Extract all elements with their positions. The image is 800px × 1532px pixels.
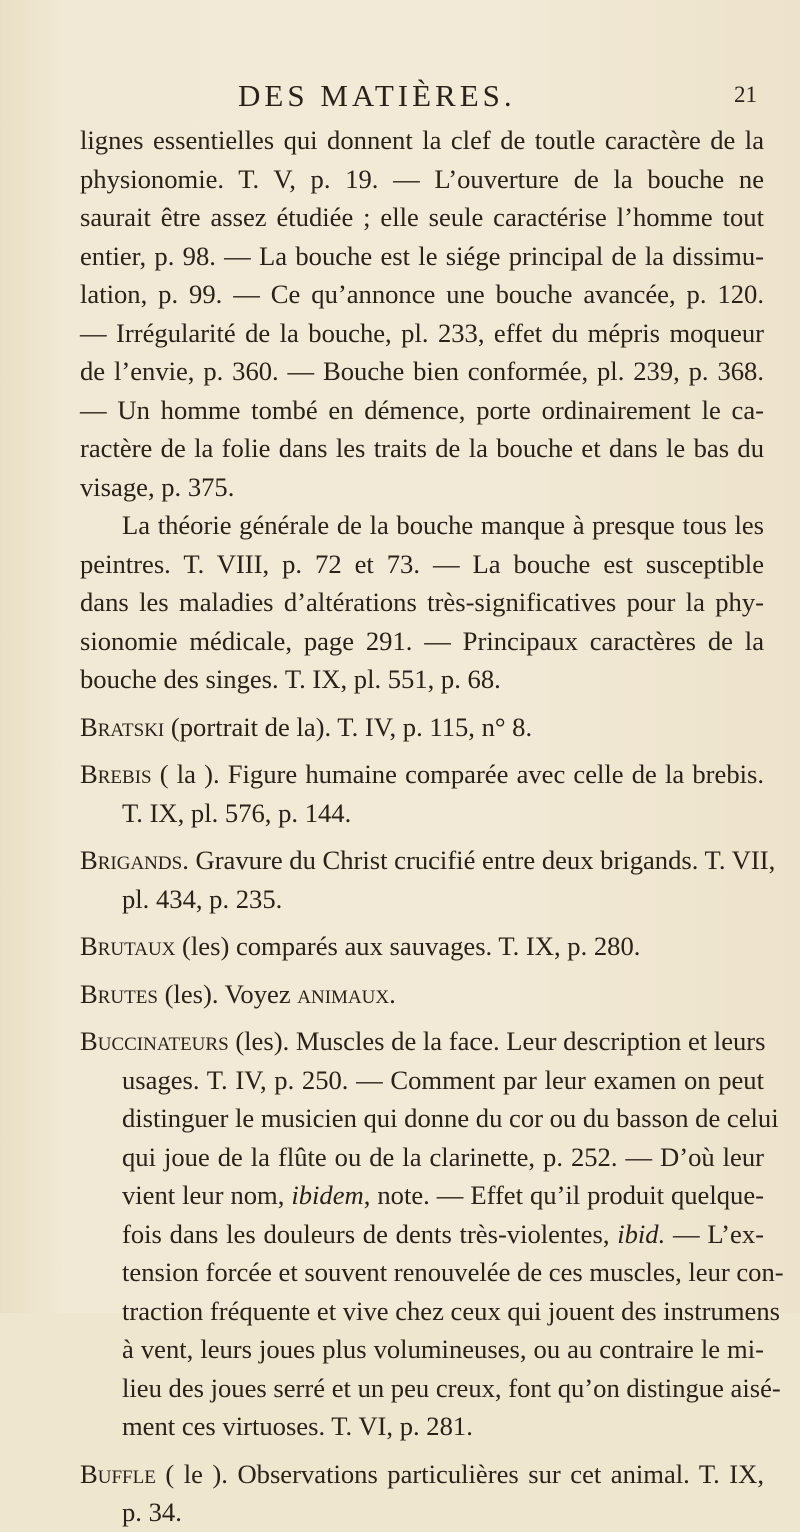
text-line (80, 1022, 764, 1061)
entry-text: à vent, leurs joues plus volumineuses, ou au contraire le mi- (122, 1334, 764, 1364)
text-line: saurait être assez étudiée ; elle seule caractérise l’homme tout (80, 202, 764, 232)
text-line (80, 1215, 764, 1254)
text-line: physionomie. T. V, p. 19. — L’ouverture de la bouche ne (80, 163, 764, 194)
page-header (0, 78, 800, 118)
text-line: — Irrégularité de la bouche, pl. 233, effet du mépris moqueur (80, 317, 764, 348)
index-entry (80, 755, 764, 832)
entry-text: (portrait de la). T. IV, p. 115, n° 8. (170, 711, 533, 742)
entry-headword: Brebis (80, 759, 152, 789)
entry-text: fois dans les douleurs de dents très-violentes, (122, 1218, 618, 1249)
text-line (80, 794, 764, 833)
text-line: peintres. T. VIII, p. 72 et 73. — La bouche est susceptible (80, 548, 764, 579)
index-entry (80, 708, 764, 747)
entry-headword: Brigands. (80, 845, 189, 875)
entry-text: (les) comparés aux sauvages. T. IX, p. 280. (182, 931, 641, 961)
entry-text: — L’ex- (665, 1218, 764, 1249)
text-line: bouche des singes. T. IX, pl. 551, p. 68. (80, 664, 501, 694)
text-line (80, 1061, 764, 1100)
entry-text: traction fréquente et vive chez ceux qui jouent des instrumens (122, 1295, 780, 1326)
text-line (80, 1176, 764, 1215)
text-line (80, 1407, 764, 1446)
index-entry (80, 841, 776, 918)
text-line (80, 1253, 784, 1292)
text-line: La théorie générale de la bouche manque à presque tous les (122, 510, 764, 540)
entry-text: distinguer le musicien qui donne du cor ou du basson de celui (122, 1103, 779, 1133)
text-line (80, 1493, 764, 1532)
text-line: visage, p. 375. (80, 471, 235, 502)
entry-text: (les). Muscles de la face. Leur description et leurs (235, 1026, 766, 1056)
index-entry (80, 975, 764, 1014)
entry-headword: Buffle (80, 1458, 156, 1489)
entry-headword: Brutes (80, 978, 158, 1009)
text-line: sionomie médicale, page 291. — Principaux caractères de la (80, 625, 764, 656)
text-line: lignes essentielles qui donnent la clef de toutle caractère de la (80, 125, 764, 155)
italic-ref: ibid. (617, 1218, 666, 1249)
italic-ref: ibidem (291, 1180, 364, 1210)
text-line: entier, p. 98. — La bouche est le siége principal de la dissimu- (80, 240, 764, 271)
text-line (80, 1292, 780, 1331)
text-line (80, 1138, 764, 1177)
cross-reference: animaux. (297, 978, 396, 1009)
text-line (80, 975, 764, 1014)
entry-text: vient leur nom, (122, 1180, 292, 1210)
entry-text: lieu des joues serré et un peu creux, font qu’on distingue aisé- (122, 1372, 781, 1403)
entry-text: pl. 434, p. 235. (122, 883, 283, 914)
entry-text: p. 34. (122, 1497, 182, 1527)
entry-headword: Buccinateurs (80, 1026, 229, 1056)
text-line: ractère de la folie dans les traits de la bouche et dans le bas du (80, 433, 764, 463)
entry-headword: Brutaux (80, 931, 176, 961)
text-line: lation, p. 99. — Ce qu’annonce une bouche avancée, p. 120. (80, 279, 764, 309)
text-line (80, 1369, 781, 1408)
page-number: 21 (734, 82, 757, 107)
paragraph (80, 121, 764, 506)
entry-text: tension forcée et souvent renouvelée de ces muscles, leur con- (122, 1257, 784, 1287)
entry-text: ment ces virtuoses. T. VI, p. 281. (122, 1411, 473, 1441)
index-entry (80, 927, 764, 966)
entry-text: Gravure du Christ crucifié entre deux brigands. T. VII, (195, 845, 776, 875)
text-line (80, 1330, 764, 1369)
entry-text: , note. — Effet qu’il produit quelque- (363, 1180, 764, 1210)
running-title: DES MATIÈRES. (238, 78, 516, 113)
index-entry (80, 1022, 784, 1446)
entry-text: (les). Voyez (164, 978, 298, 1009)
text-line (80, 880, 764, 919)
entry-text: T. IX, pl. 576, p. 144. (122, 797, 352, 828)
text-line (80, 927, 764, 966)
text-line: de l’envie, p. 360. — Bouche bien conformée, pl. 239, p. 368. (80, 356, 764, 386)
text-line: dans les maladies d’altérations très-significatives pour la phy- (80, 587, 764, 617)
entry-text: usages. T. IV, p. 250. — Comment par leur examen on peut (122, 1064, 764, 1095)
paragraph (80, 506, 764, 699)
text-line (80, 1455, 764, 1494)
text-line: — Un homme tombé en démence, porte ordinairement le ca- (80, 394, 764, 425)
entry-text: ( le ). Observations particulières sur cet animal. T. IX, (165, 1458, 764, 1489)
text-line (80, 841, 776, 880)
entry-text: ( la ). Figure humaine comparée avec celle de la brebis. (159, 759, 764, 789)
text-line (80, 1099, 779, 1138)
entry-text: qui joue de la flûte ou de la clarinette, p. 252. — D’où leur (122, 1141, 764, 1172)
text-line (80, 708, 764, 747)
entry-headword: Bratski (80, 711, 165, 742)
text-line (80, 755, 764, 794)
index-entry (80, 1455, 764, 1532)
index-text (80, 121, 784, 1532)
